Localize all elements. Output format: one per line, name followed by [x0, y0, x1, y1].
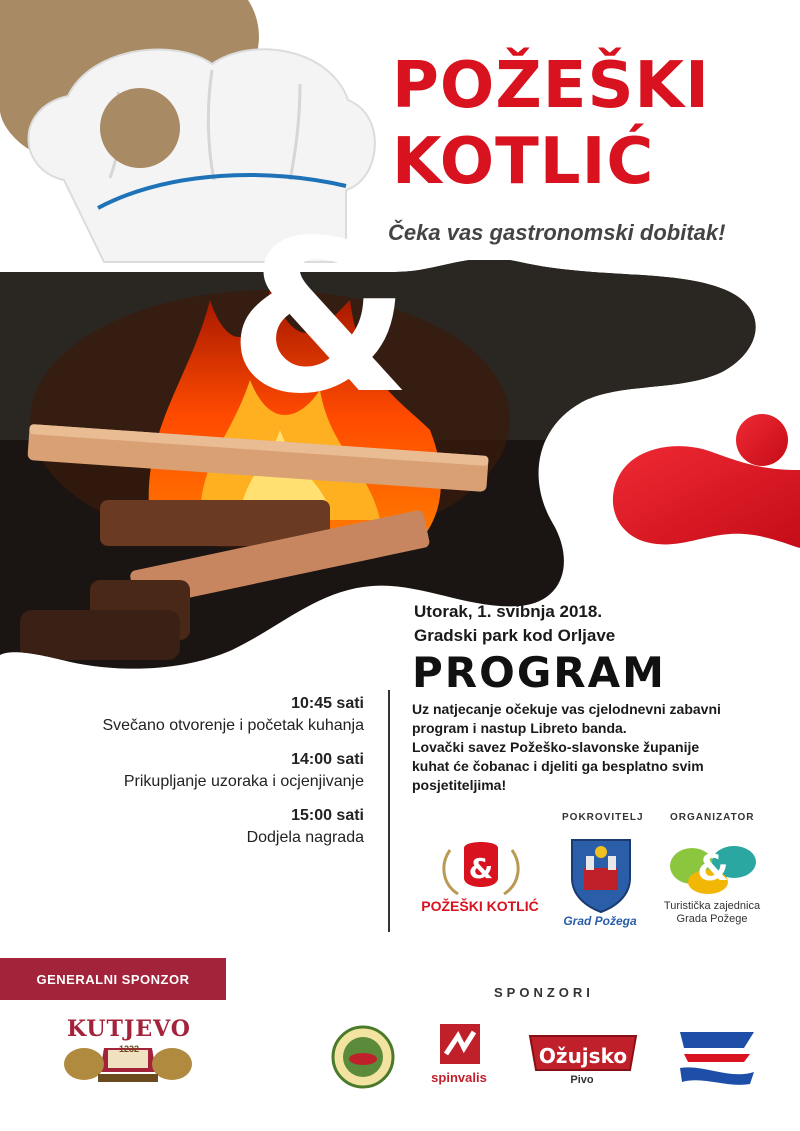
- pozeski-kotlic-logo-text: POŽEŠKI KOTLIĆ: [421, 898, 539, 914]
- pozeski-kotlic-logo-icon: [436, 838, 526, 898]
- title-line-1: POŽEŠKI: [392, 49, 710, 123]
- spinvalis-logo-icon: [438, 1022, 482, 1066]
- schedule-item: [20, 749, 364, 793]
- spinvalis-logo-text: spinvalis: [431, 1070, 487, 1085]
- kutjevo-logo-text: KUTJEVO: [67, 1016, 191, 1042]
- description-line: posjetiteljima!: [412, 777, 507, 793]
- divider: [388, 690, 390, 932]
- schedule-time: 14:00 sati: [291, 751, 364, 768]
- tz-line: Grada Požege: [676, 913, 748, 925]
- turisticka-zajednica-logo-text: [652, 900, 772, 926]
- ozujsko-logo-text: Ožujsko: [538, 1044, 628, 1068]
- schedule-item: [20, 693, 364, 737]
- event-title: [392, 48, 792, 200]
- pivo-text: Pivo: [570, 1074, 594, 1086]
- schedule-description: Svečano otvorenje i početak kuhanja: [102, 717, 364, 734]
- program-description: [412, 700, 792, 795]
- schedule-description: Prikupljanje uzoraka i ocjenjivanje: [123, 773, 364, 790]
- svg-text:&: &: [697, 848, 729, 889]
- description-line: Lovački savez Požeško-slavonske županije: [412, 739, 700, 755]
- schedule-item: [20, 805, 364, 849]
- sponzori-label: SPONZORI: [494, 985, 594, 1000]
- description-line: kuhat će čobanac i djeliti ga besplatno svim: [412, 758, 704, 774]
- hunting-association-seal-icon: [330, 1024, 396, 1090]
- red-drop-graphic: [613, 414, 800, 548]
- kutjevo-year: 1232: [118, 1044, 140, 1054]
- pokrovitelj-label: POKROVITELJ: [562, 812, 644, 823]
- organizator-label: ORGANIZATOR: [670, 812, 755, 823]
- transport-company-logo-icon: [674, 1028, 760, 1088]
- description-line: program i nastup Libreto banda.: [412, 720, 627, 736]
- title-line-2: KOTLIĆ: [392, 125, 655, 199]
- description-line: Uz natjecanje očekuje vas cjelodnevni zabavni: [412, 701, 721, 717]
- tz-line: Turistička zajednica: [663, 900, 761, 912]
- schedule: [20, 693, 364, 861]
- gold-circle: [100, 88, 180, 168]
- schedule-description: Dodjela nagrada: [246, 829, 364, 846]
- general-sponsor-banner: GENERALNI SPONZOR: [0, 958, 226, 1000]
- event-date: Utorak, 1. svibnja 2018.: [414, 602, 603, 621]
- event-info: [414, 600, 794, 648]
- tagline: Čeka vas gastronomski dobitak!: [388, 220, 726, 245]
- turisticka-zajednica-logo-icon: [668, 836, 758, 896]
- grad-pozega-logo-text: Grad Požega: [563, 914, 637, 928]
- schedule-time: 10:45 sati: [291, 695, 364, 712]
- schedule-time: 15:00 sati: [291, 807, 364, 824]
- program-heading: PROGRAM: [412, 648, 666, 697]
- svg-text:&: &: [468, 852, 494, 885]
- grad-pozega-crest-icon: [566, 834, 636, 914]
- event-location: Gradski park kod Orljave: [414, 626, 616, 645]
- ampersand-graphic: &: [228, 195, 412, 440]
